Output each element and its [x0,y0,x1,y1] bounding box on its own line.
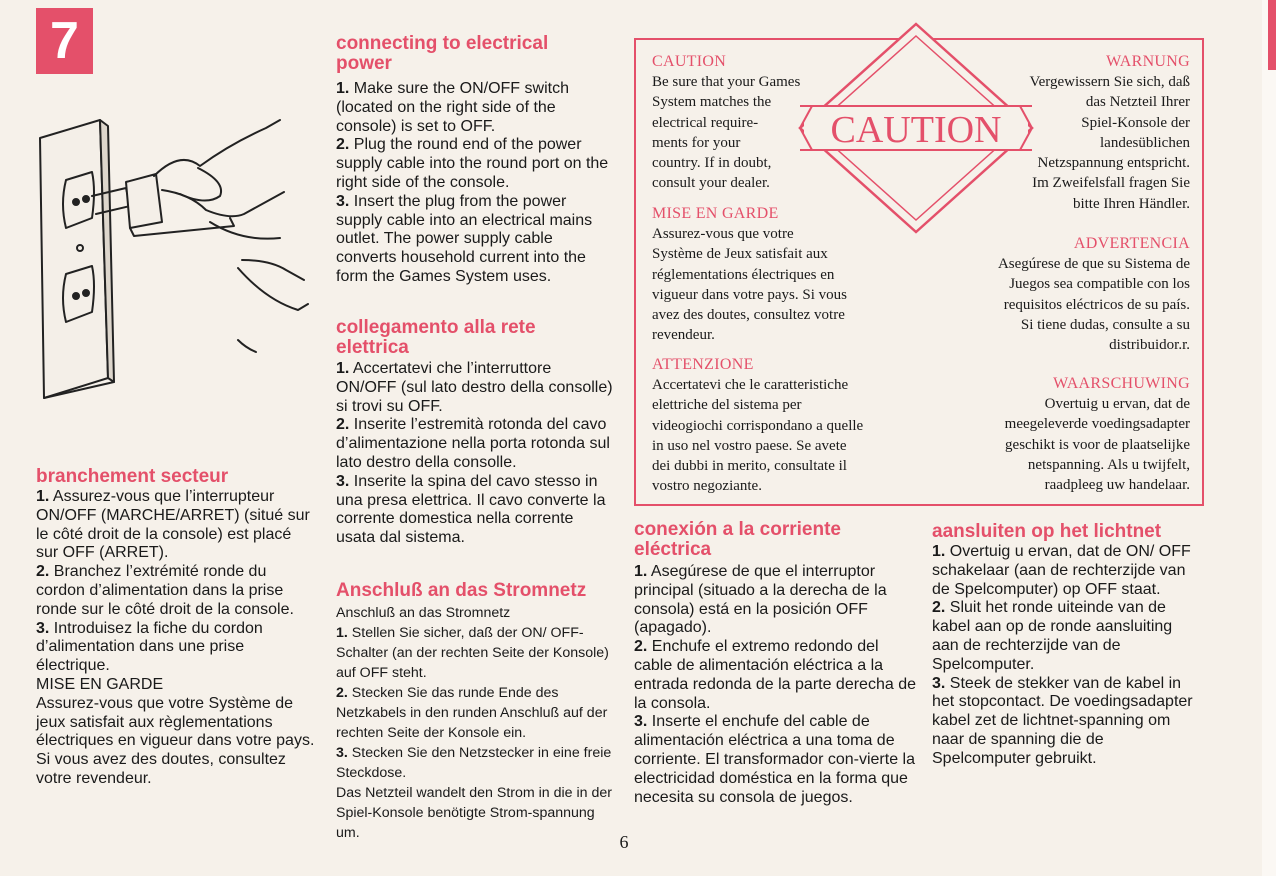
warning-advertencia-title: ADVERTENCIA [1073,235,1190,252]
english-step-2: 2. Plug the round end of the power supply cable into the round port on the right side of the console. [336,136,609,191]
french-warning-text: Assurez-vous que votre Système de jeux satisfait aux règlementations électriques en vigueur dans votre pays. Si vous avez des doutes, consultez votre revendeur. [36,694,315,787]
warning-advertencia [930,234,1190,355]
next-page-edge [1262,0,1276,876]
french-warning-title: MISE EN GARDE [36,675,164,693]
next-page-tab [1268,0,1276,70]
dutch-step-3: 3. Steek de stekker van de kabel in het stopcontact. De voedingsadapter kabel zet de lichtnet-spanning om naar de spanning die de Spelcomputer gebruikt. [932,674,1193,767]
french-step-3: 3. Introduisez la fiche du cordon d’alimentation dans une prise électrique. [36,619,263,675]
french-heading: branchement secteur [36,466,229,487]
caution-badge-text: CAUTION [830,109,1002,151]
warning-caution [652,52,852,194]
warning-caution-text: Be sure that your Games System matches the electrical require- ments for your country. If in doubt, consult your dealer. [652,74,801,192]
spanish-heading-line-1: conexión a la corriente [634,519,841,540]
warning-attenzione [652,355,922,497]
italian-heading-line-1: collegamento alla rete [336,317,536,338]
warning-attenzione-text: Accertatevi che le caratteristiche elettriche del sistema per videogiochi corrispondano a quelle in uso nel vostro paese. Se avete dei dubbi in merito, consultate il vostro negoziante. [652,377,864,495]
french-steps [36,488,316,789]
warning-advertencia-text: Asegúrese de que su Sistema de Juegos sea compatible con los requisitos eléctricos de su país. Si tiene dudas, consulte a su distribuidor.r. [997,256,1190,354]
spanish-step-1: 1. Asegúrese de que el interruptor principal (situado a la derecha de la consola) está en la posición OFF (apagado). [634,563,887,637]
italian-step-2: 2. Inserite l’estremità rotonda del cavo d’alimentazione nella porta rotonda sul lato destro della consolle. [336,416,610,471]
italian-steps [336,360,614,548]
english-step-3: 3. Insert the plug from the power supply cable into an electrical mains outlet. The power supply cable converts household current into the form the Games System uses. [336,192,593,285]
warning-mise-en-garde-text: Assurez-vous que votre Système de Jeux satisfait aux réglementations électriques en vigueur dans votre pays. Si vous avez des doutes, consultez votre revendeur. [652,226,847,344]
warning-mise-en-garde-title: MISE EN GARDE [652,205,779,222]
english-step-1: 1. Make sure the ON/OFF switch (located on the right side of the console) is set to OFF. [336,80,569,135]
hand-plugging-into-outlet-icon [30,110,320,400]
chapter-badge: 7 [36,8,93,74]
italian-heading-line-2: elettrica [336,337,409,358]
french-step-1: 1. Assurez-vous que l’interrupteur ON/OFF (MARCHE/ARRET) (situé sur le côté droit de la console) est placé sur OFF (ARRET). [36,488,310,562]
warning-attenzione-title: ATTENZIONE [652,356,754,373]
german-step-1: 1. Stellen Sie sicher, daß der ON/ OFF-Schalter (an der rechten Seite der Konsole) auf OFF steht. [336,625,609,681]
warning-caution-title: CAUTION [652,53,727,70]
german-subheading: Anschluß an das Stromnetz [336,605,511,621]
italian-step-1: 1. Accertatevi che l’interruttore ON/OFF (sul lato destro della consolle) si trovi su OFF. [336,360,613,415]
spanish-steps [634,563,916,807]
german-steps [336,603,618,843]
dutch-step-1: 1. Overtuig u ervan, dat de ON/ OFF schakelaar (aan de rechterzijde van de Spelcomputer) op OFF staat. [932,543,1191,598]
spanish-heading-line-2: eléctrica [634,539,712,560]
english-heading-line-1: connecting to electrical [336,33,549,54]
warning-waarschuwing-text: Overtuig u ervan, dat de meegeleverde voedingsadapter geschikt is voor de plaatselijke netspanning. Als u twijfelt, raadpleeg uw handelaar. [1004,396,1190,494]
warning-waarschuwing-title: WAARSCHUWING [1053,375,1190,392]
spanish-step-3: 3. Inserte el enchufe del cable de alimentación eléctrica a una toma de corriente. El transformador con-vierte la electricidad doméstica en la forma que necesita su consola de juegos. [634,713,915,806]
warning-warnung [960,52,1190,214]
english-heading [336,34,616,74]
italian-step-3: 3. Inserite la spina del cavo stesso in una presa elettrica. Il cavo converte la corrente domestica nella corrente usata dal sistema. [336,472,606,547]
dutch-step-2: 2. Sluit het ronde uiteinde van de kabel aan op de ronde aansluiting aan de rechterzijde van de Spelcomputer. [932,599,1173,673]
dutch-steps [932,543,1202,769]
german-note: Das Netzteil wandelt den Strom in die in der Spiel-Konsole benötigte Strom-spannung um. [336,785,613,841]
french-step-2: 2. Branchez l’extrémité ronde du cordon d’alimentation dans la prise ronde sur le côté droit de la console. [36,563,294,618]
spanish-step-2: 2. Enchufe el extremo redondo del cable de alimentación eléctrica a la entrada redonda de la parte derecha de la consola. [634,638,916,712]
german-heading: Anschluß an das Stromnetz [336,580,587,601]
german-step-2: 2. Stecken Sie das runde Ende des Netzkabels in den runden Anschluß auf der rechten Seite der Konsole ein. [336,685,608,741]
warning-waarschuwing [940,374,1190,495]
page-number: 6 [619,832,629,852]
warning-mise-en-garde [652,204,922,346]
spanish-heading [634,520,914,560]
english-steps [336,80,614,287]
english-heading-line-2: power [336,53,392,74]
dutch-heading: aansluiten op het lichtnet [932,521,1162,542]
warning-warnung-text: Vergewissern Sie sich, daß das Netzteil Ihrer Spiel-Konsole der landesüblichen Netzspannung entspricht. Im Zweifelsfall fragen Sie bitte Ihren Händler. [1029,74,1190,212]
italian-heading [336,318,616,358]
german-step-3: 3. Stecken Sie den Netzstecker in eine freie Steckdose. [336,745,612,781]
warning-warnung-title: WARNUNG [1106,53,1190,70]
